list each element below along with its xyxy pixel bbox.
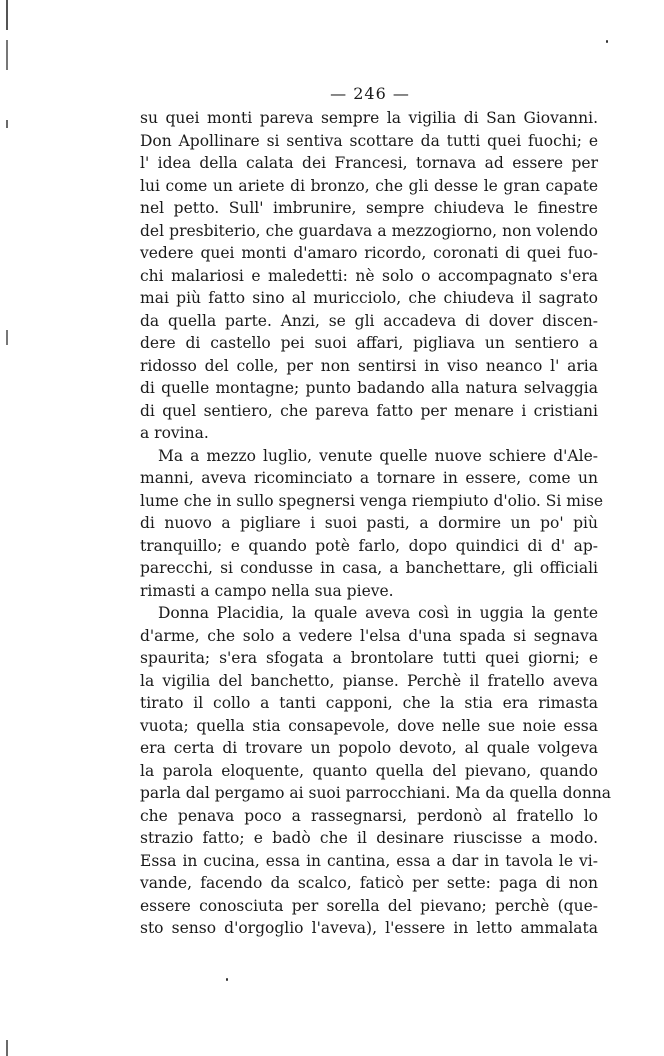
text-line: Ma a mezzo luglio, venute quelle nuove schiere d'Ale- [158,446,598,465]
text-line: nel petto. Sull' imbrunire, sempre chiudeva le finestre [140,199,598,217]
paragraph [140,445,604,603]
text-line: manni, aveva ricominciato a tornare in essere, come un [140,469,598,487]
page-number: — 246 — [330,84,410,103]
text-line: lume che in sullo spegnersi venga riempiuto d'olio. Si mise [140,491,604,510]
text-line: rimasti a campo nella sua pieve. [140,581,394,600]
text-line: la parola eloquente, quanto quella del pievano, quando [140,761,598,780]
paragraph [140,107,598,445]
text-line: a rovina. [140,424,209,442]
text-line: parla dal pergamo ai suoi parrocchiani. Ma da quella donna [140,784,612,802]
text-line: che penava poco a rassegnarsi, perdonò al fratello lo [140,806,598,825]
text-line: lui come un ariete di bronzo, che gli desse le gran capate [140,176,598,195]
text-line: vedere quei monti d'amaro ricordo, coronati di quei fuo- [140,244,598,262]
print-speck [226,978,228,981]
text-line: tranquillo; e quando potè farlo, dopo quindici di d' ap- [140,536,598,555]
text-line: mai più fatto sino al muricciolo, che chiudeva il sagrato [140,289,598,307]
text-line: tirato il collo a tanti capponi, che la stia era rimasta [140,694,598,712]
text-line: l' idea della calata dei Francesi, tornava ad essere per [140,154,598,172]
text-line: di nuovo a pigliare i suoi pasti, a dormire un po' più [140,514,598,532]
text-line: spaurita; s'era sfogata a brontolare tutti quei giorni; e [140,649,598,667]
text-line: di quelle montagne; punto badando alla natura selvaggia [140,379,598,397]
text-line: strazio fatto; e badò che il desinare riuscisse a modo. [140,829,598,847]
text-line: essere conosciuta per sorella del pievano; perchè (que- [140,896,598,915]
text-line: era certa di trovare un popolo devoto, al quale volgeva [140,739,598,757]
print-speck [606,40,608,43]
text-line: ridosso del colle, per non sentirsi in viso neanco l' aria [140,356,598,375]
text-line: sto senso d'orgoglio l'aveva), l'essere in letto ammalata [140,919,598,937]
body-text [140,107,612,940]
text-line: Essa in cucina, essa in cantina, essa a dar in tavola le vi- [140,851,598,870]
page-binding-edge [6,0,8,1056]
text-line: Donna Placidia, la quale aveva così in uggia la gente [158,604,598,622]
text-line: di quel sentiero, che pareva fatto per menare i cristiani [140,401,598,420]
text-line: vuota; quella stia consapevole, dove nelle sue noie essa [140,716,598,735]
text-line: del presbiterio, che guardava a mezzogiorno, non volendo [140,221,598,240]
text-line: dere di castello pei suoi affari, pigliava un sentiero a [140,334,598,352]
text-line: da quella parte. Anzi, se gli accadeva di dover discen- [140,311,598,330]
text-line: d'arme, che solo a vedere l'elsa d'una spada si segnava [140,626,598,645]
text-line: su quei monti pareva sempre la vigilia di San Giovanni. [140,109,598,127]
text-line: vande, facendo da scalco, faticò per sette: paga di non [140,874,598,892]
text-line: Don Apollinare si sentiva scottare da tutti quei fuochi; e [140,131,598,150]
text-line: la vigilia del banchetto, pianse. Perchè il fratello aveva [140,671,598,690]
text-line: parecchi, si condusse in casa, a banchettare, gli officiali [140,559,598,577]
text-line: chi malariosi e maledetti: nè solo o accompagnato s'era [140,266,598,285]
paragraph [140,602,612,940]
